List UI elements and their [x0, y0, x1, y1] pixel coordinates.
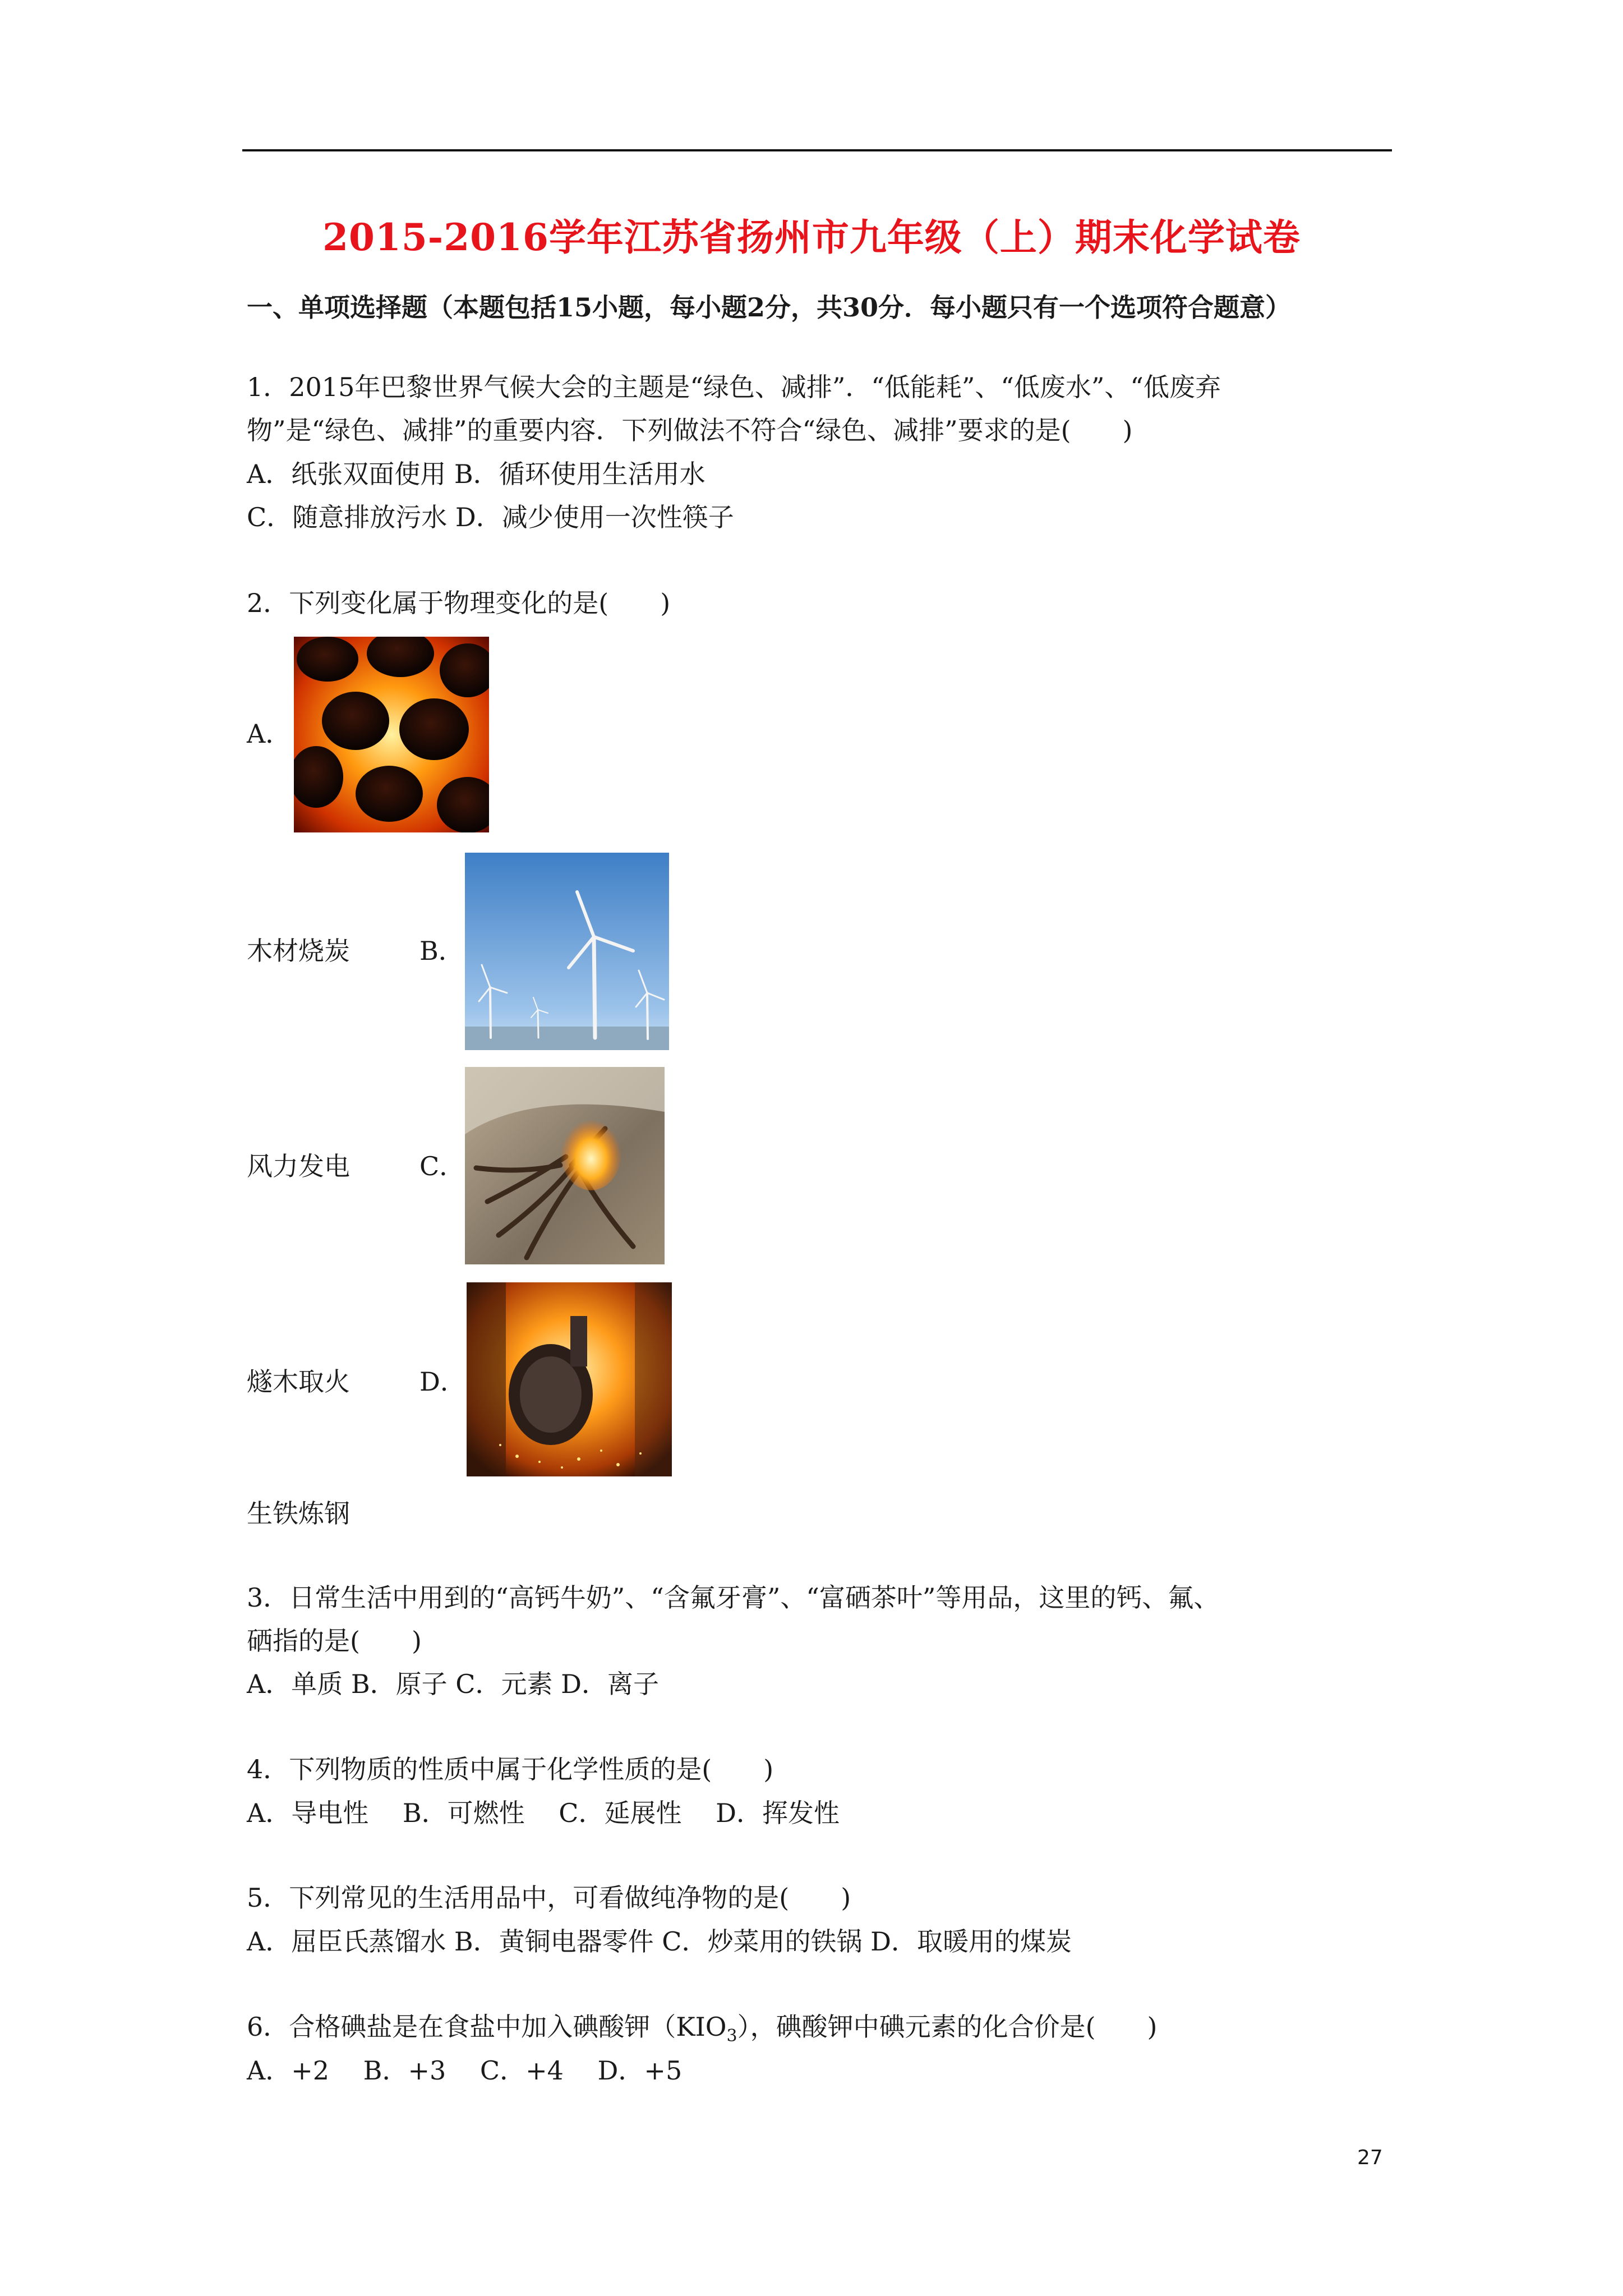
q3-stem-line1: 3．日常生活中用到的“高钙牛奶”、“含氟牙膏”、“富硒茶叶”等用品，这里的钙、氟、 — [247, 1582, 1220, 1613]
q1-options-cd: C．随意排放污水 D．减少使用一次性筷子 — [247, 502, 734, 532]
q6-stem — [247, 2010, 1158, 2053]
q3-options: A．单质 B．原子 C．元素 D．离子 — [247, 1669, 659, 1699]
q2-option-b-label: B． — [419, 936, 464, 966]
q6-options: A．+2 B．+3 C．+4 D．+5 — [247, 2055, 683, 2086]
header-rule — [242, 149, 1392, 151]
q3-stem-line2: 硒指的是( ) — [247, 1626, 422, 1656]
q2-stem: 2．下列变化属于物理变化的是( ) — [247, 588, 671, 618]
q6-stem-part1: 6．合格碘盐是在食盐中加入碘酸钾（KIO — [247, 2012, 727, 2042]
q5-options: A．屈臣氏蒸馏水 B．黄铜电器零件 C．炒菜用的铁锅 D．取暖用的煤炭 — [247, 1926, 1072, 1957]
page-number: 27 — [1357, 2146, 1383, 2169]
q2-caption-a: 木材烧炭 — [247, 936, 350, 966]
charcoal-fire-photo — [294, 637, 489, 832]
q4-options: A．导电性 B．可燃性 C．延展性 D．挥发性 — [247, 1798, 840, 1828]
section-heading: 一、单项选择题（本题包括15小题，每小题2分，共30分．每小题只有一个选项符合题意） — [247, 292, 1292, 323]
q2-caption-c: 燧木取火 — [247, 1366, 350, 1397]
q6-stem-part2: ），碘酸钾中碘元素的化合价是( ) — [737, 2012, 1158, 2042]
steelmaking-photo — [467, 1282, 672, 1476]
q2-caption-b: 风力发电 — [247, 1151, 350, 1181]
q1-options-ab: A．纸张双面使用 B．循环使用生活用水 — [247, 459, 706, 489]
fire-drill-photo — [465, 1067, 665, 1264]
wind-turbines-photo — [465, 853, 669, 1050]
page-title: 2015-2016学年江苏省扬州市九年级（上）期末化学试卷 — [322, 215, 1301, 259]
q2-option-a-label: A． — [247, 719, 292, 749]
q6-stem-subscript: 3 — [726, 2026, 737, 2046]
q4-stem: 4．下列物质的性质中属于化学性质的是( ) — [247, 1754, 774, 1784]
q2-caption-d: 生铁炼钢 — [247, 1498, 350, 1529]
q2-option-c-label: C． — [419, 1151, 465, 1181]
q5-stem: 5．下列常见的生活用品中，可看做纯净物的是( ) — [247, 1883, 851, 1913]
q1-stem-line2: 物”是“绿色、减排”的重要内容．下列做法不符合“绿色、减排”要求的是( ) — [247, 415, 1133, 445]
q1-stem-line1: 1．2015年巴黎世界气候大会的主题是“绿色、减排”．“低能耗”、“低废水”、“低废弃 — [247, 372, 1221, 402]
q2-option-d-label: D． — [419, 1366, 466, 1397]
